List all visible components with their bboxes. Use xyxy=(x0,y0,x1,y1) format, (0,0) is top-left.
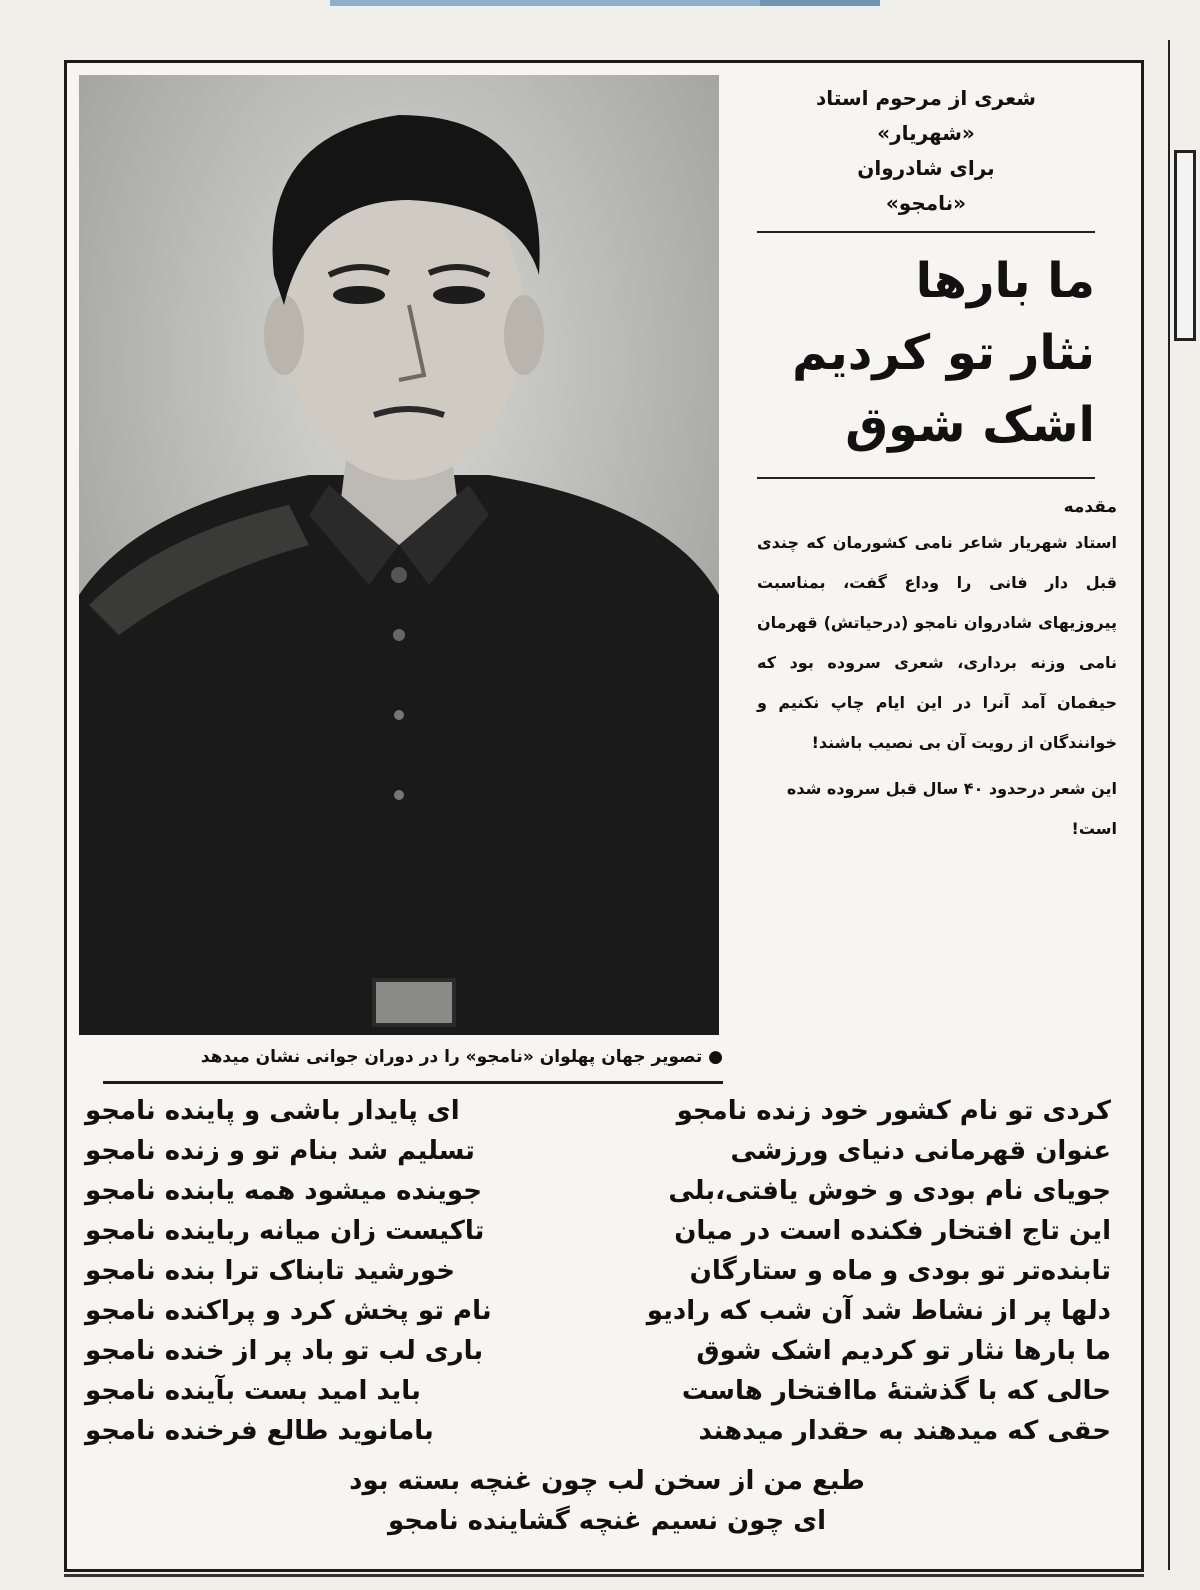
preface-body: استاد شهریار شاعر نامی کشورمان که چندی قبل دار فانی را وداع گفت، بمناسبت پیروزیهای شادروان نامجو (درحیاتش) قهرمان نامی وزنه برداری، شعری سروده بود که حیفمان آمد آنرا در این ایام چاپ نکنیم و خوانندگان از رویت آن بی نصیب باشند! xyxy=(757,533,1117,752)
poem-line: کردی تو نام کشور خود زنده نامجو xyxy=(676,1096,1111,1126)
poem-line: دلها پر از نشاط شد آن شب که رادیو xyxy=(646,1296,1111,1326)
intro-block xyxy=(757,81,1095,233)
preface-note: این شعر درحدود ۴۰ سال قبل سروده شده است! xyxy=(786,779,1117,838)
poem-line: تسلیم شد بنام تو و زنده نامجو xyxy=(85,1136,475,1166)
preface-heading: مقدمه xyxy=(1063,497,1117,517)
poem-right-column xyxy=(601,1091,1111,1451)
portrait-photo xyxy=(79,75,719,1035)
poem-line: عنوان قهرمانی دنیای ورزشی xyxy=(730,1136,1111,1166)
photo-caption: ● تصویر جهان پهلوان «نامجو» را در دوران جوانی نشان میدهد xyxy=(103,1033,723,1084)
intro-line: برای شادروان xyxy=(857,156,995,180)
poem-line: جوینده میشود همه یابنده نامجو xyxy=(85,1176,482,1206)
poem-line: تاکیست زان میانه رباینده نامجو xyxy=(85,1216,485,1246)
headline-line: نثار تو کردیم xyxy=(792,325,1095,381)
poem-line: جویای نام بودی و خوش یافتی،بلی xyxy=(668,1176,1111,1206)
poem-left-column xyxy=(85,1091,605,1451)
poem-line: باید امید بست بآینده نامجو xyxy=(85,1376,421,1406)
poem-line: حالی که با گذشتهٔ ماافتخار هاست xyxy=(681,1376,1111,1406)
poem-line: حقی که میدهند به حقدار میدهند xyxy=(698,1416,1111,1446)
headline-line: ما بارها xyxy=(915,253,1095,309)
poem-line: بامانوید طالع فرخنده نامجو xyxy=(85,1416,434,1446)
intro-line: شعری از مرحوم استاد xyxy=(816,86,1036,110)
headline xyxy=(757,233,1095,479)
poem-line: این تاج افتخار فکنده است در میان xyxy=(674,1216,1111,1246)
poem-line: طبع من از سخن لب چون غنچه بسته بود xyxy=(349,1466,865,1496)
intro-line: «شهریار» xyxy=(877,121,975,145)
poem-line: ای پایدار باشی و پاینده نامجو xyxy=(85,1096,460,1126)
adjacent-page-box xyxy=(1174,150,1196,341)
poem-line: خورشید تابناک ترا بنده نامجو xyxy=(85,1256,455,1286)
bottom-rule xyxy=(64,1574,1144,1577)
top-edge-strip-2 xyxy=(760,0,880,6)
poem-line: باری لب تو باد پر از خنده نامجو xyxy=(85,1336,484,1366)
headline-line: اشک شوق xyxy=(845,397,1095,453)
poem-line: نام تو پخش کرد و پراکنده نامجو xyxy=(85,1296,492,1326)
poem-line: تابنده‌تر تو بودی و ماه و ستارگان xyxy=(689,1256,1111,1286)
final-couplet xyxy=(297,1461,917,1541)
poem-line: ما بارها نثار تو کردیم اشک شوق xyxy=(696,1336,1111,1366)
article-frame xyxy=(64,60,1144,1572)
article-header-column xyxy=(757,81,1117,849)
intro-line: «نامجو» xyxy=(885,191,967,215)
poem-line: ای چون نسیم غنچه گشاینده نامجو xyxy=(387,1506,827,1536)
